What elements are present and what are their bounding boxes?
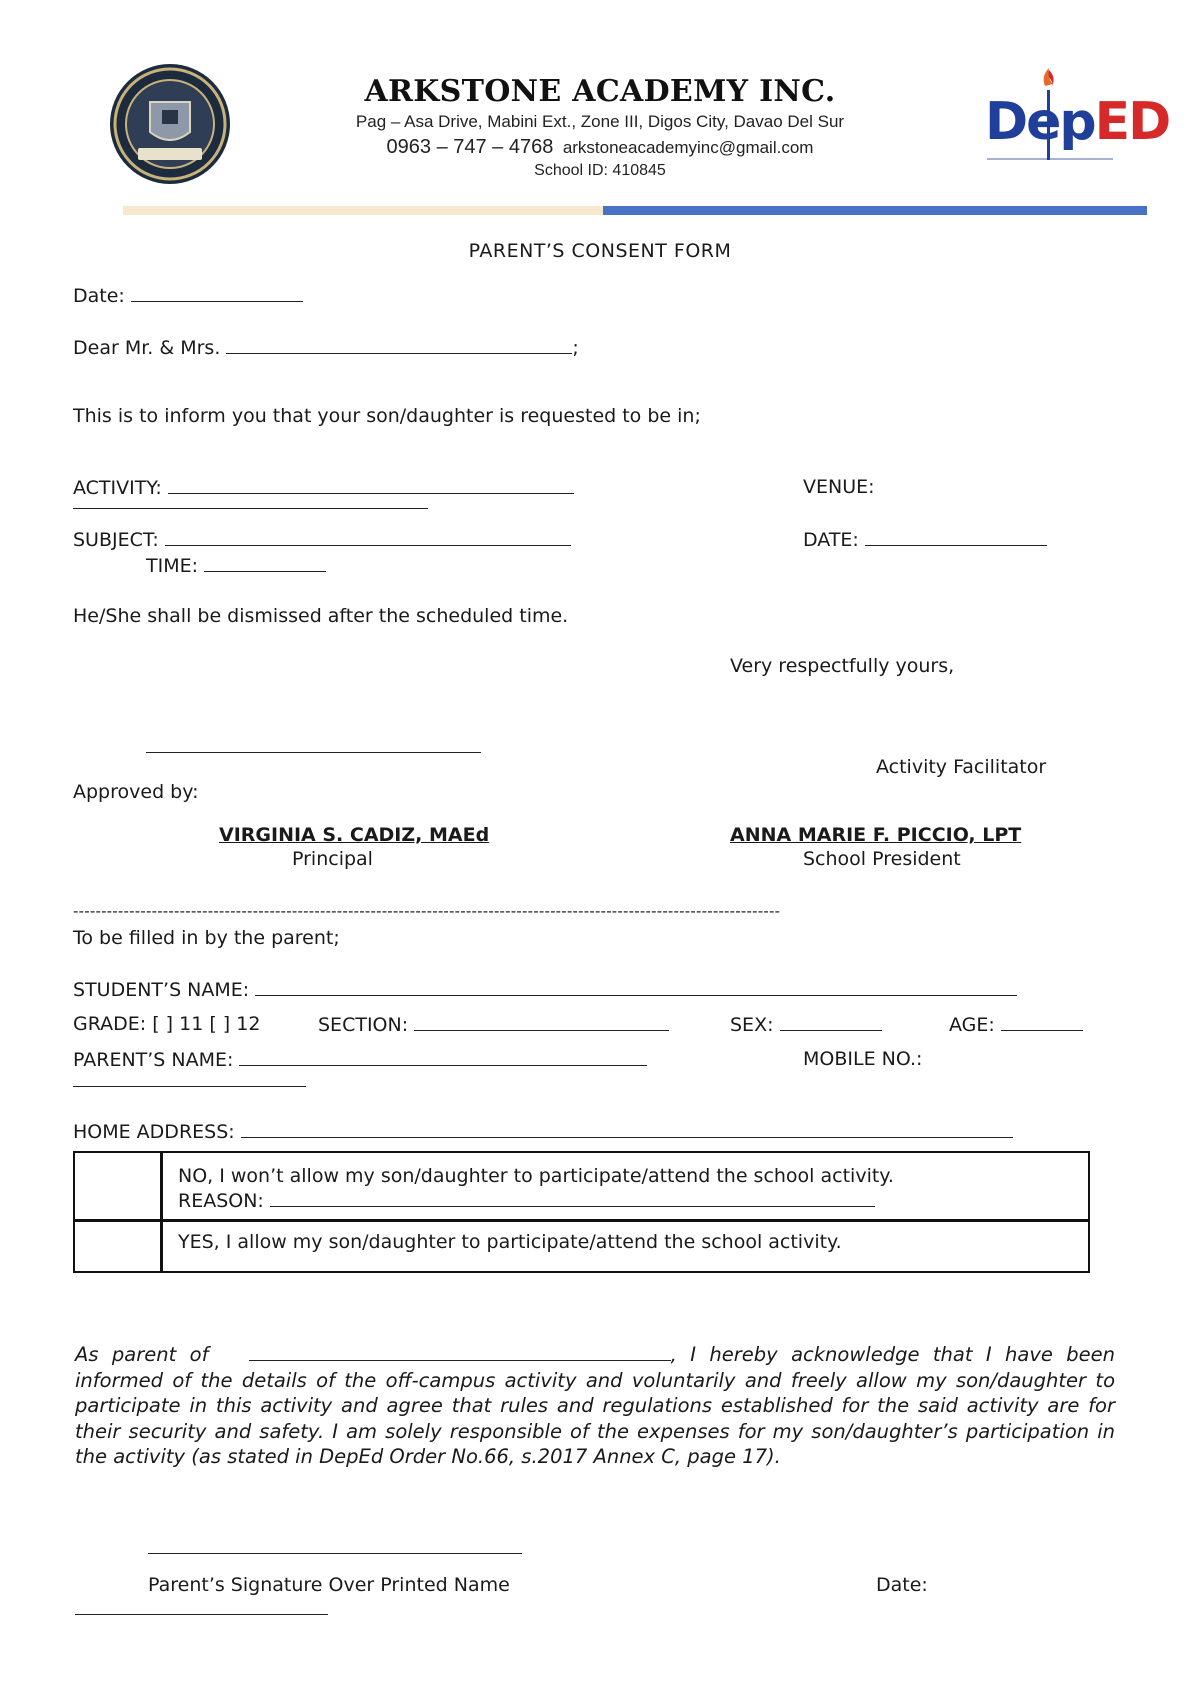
date-blank[interactable]	[131, 284, 303, 302]
subject-blank[interactable]	[165, 528, 571, 546]
home-address-row	[73, 1120, 1013, 1143]
school-phone: 0963 – 747 – 4768	[386, 136, 554, 158]
parent-signature-line[interactable]	[148, 1553, 522, 1554]
home-address-label: HOME ADDRESS:	[73, 1121, 235, 1143]
yes-option-text: YES, I allow my son/daughter to participate/attend the school activity.	[178, 1231, 842, 1253]
facilitator-label: Activity Facilitator	[876, 756, 1047, 778]
time-blank[interactable]	[204, 554, 326, 572]
dear-blank[interactable]	[226, 336, 572, 354]
dear-end: ;	[572, 337, 579, 359]
date2-blank[interactable]	[865, 528, 1047, 546]
reason-row	[178, 1189, 875, 1212]
no-option-box[interactable]	[77, 1155, 157, 1217]
reason-blank[interactable]	[270, 1189, 875, 1207]
school-contact	[0, 136, 1200, 159]
mobile-label: MOBILE NO.:	[803, 1048, 923, 1070]
date-row	[73, 284, 303, 307]
home-address-blank[interactable]	[241, 1120, 1013, 1138]
school-email: arkstoneacademyinc@gmail.com	[562, 138, 814, 157]
time-label: TIME:	[146, 555, 199, 577]
subject-row	[73, 528, 571, 551]
student-name-blank[interactable]	[255, 978, 1017, 996]
mobile-blank[interactable]	[73, 1086, 306, 1087]
sex-label: SEX:	[730, 1014, 774, 1036]
approved-by-label: Approved by:	[73, 781, 199, 803]
footer-date-blank[interactable]	[75, 1614, 328, 1615]
school-name: ARKSTONE ACADEMY INC.	[364, 74, 836, 109]
school-id: School ID: 410845	[534, 162, 666, 179]
age-label: AGE:	[949, 1014, 995, 1036]
ack-prefix: As parent of	[75, 1343, 209, 1366]
consent-options-table	[73, 1151, 1090, 1273]
acknowledgement-paragraph	[75, 1342, 1115, 1470]
dear-row	[73, 336, 579, 359]
venue-label: VENUE:	[803, 476, 875, 498]
date-label: Date:	[73, 285, 125, 307]
time-row	[146, 554, 326, 577]
header-bar-right	[603, 206, 1147, 215]
yes-option-box[interactable]	[77, 1223, 157, 1271]
grade-label[interactable]: GRADE: [ ] 11 [ ] 12	[73, 1013, 261, 1035]
student-name-row	[73, 978, 1017, 1001]
section-label: SECTION:	[318, 1014, 409, 1036]
principal-name: VIRGINIA S. CADIZ, MAEd	[219, 824, 490, 846]
footer-date-label: Date:	[876, 1574, 928, 1596]
age-blank[interactable]	[1001, 1013, 1083, 1031]
closing-text: Very respectfully yours,	[730, 655, 955, 677]
activity-label: ACTIVITY:	[73, 477, 162, 499]
section-blank[interactable]	[414, 1013, 669, 1031]
date2-row	[803, 528, 1047, 551]
reason-label: REASON:	[178, 1190, 264, 1212]
ack-child-blank[interactable]	[249, 1343, 671, 1361]
parent-name-blank[interactable]	[239, 1048, 647, 1066]
school-address: Pag – Asa Drive, Mabini Ext., Zone III, Digos City, Davao Del Sur	[355, 112, 845, 131]
dear-label: Dear Mr. & Mrs.	[73, 337, 221, 359]
ack-text: , I hereby acknowledge that I have been informed of the details of the off-campus activity and voluntarily and freely allow my son/daughter to participate in this activity and agree that rules and regulations established for the said activity are for their security and safety. I am solely responsible of the expenses for my son/daughter’s participation in the activity (as stated in DepEd Order No.66, s.2017 Annex C, page 17).	[75, 1343, 1115, 1468]
parent-intro: To be filled in by the parent;	[73, 927, 340, 949]
activity-blank[interactable]	[168, 476, 574, 494]
parent-name-row	[73, 1048, 647, 1071]
deped-logo: DepED	[985, 64, 1115, 170]
activity-row	[73, 476, 574, 499]
facilitator-signature-line[interactable]	[146, 752, 481, 753]
venue-blank[interactable]	[73, 508, 428, 509]
principal-title: Principal	[292, 848, 373, 870]
cut-line: ------------------------------------------------------------------------------------------------------------------------------	[73, 902, 781, 920]
student-name-label: STUDENT’S NAME:	[73, 979, 250, 1001]
dismissed-text: He/She shall be dismissed after the scheduled time.	[73, 605, 569, 627]
sex-blank[interactable]	[780, 1013, 882, 1031]
president-title: School President	[803, 848, 961, 870]
intro-text: This is to inform you that your son/daughter is requested to be in;	[73, 405, 701, 427]
age-row	[949, 1013, 1083, 1036]
signature-label: Parent’s Signature Over Printed Name	[148, 1574, 510, 1596]
header-bar-left	[123, 206, 603, 215]
president-name: ANNA MARIE F. PICCIO, LPT	[730, 824, 1022, 846]
form-title: PARENT’S CONSENT FORM	[468, 240, 732, 262]
section-row	[318, 1013, 669, 1036]
subject-label: SUBJECT:	[73, 529, 159, 551]
no-option-text: NO, I won’t allow my son/daughter to participate/attend the school activity.	[178, 1165, 894, 1187]
sex-row	[730, 1013, 882, 1036]
parent-name-label: PARENT’S NAME:	[73, 1049, 234, 1071]
date2-label: DATE:	[803, 529, 859, 551]
